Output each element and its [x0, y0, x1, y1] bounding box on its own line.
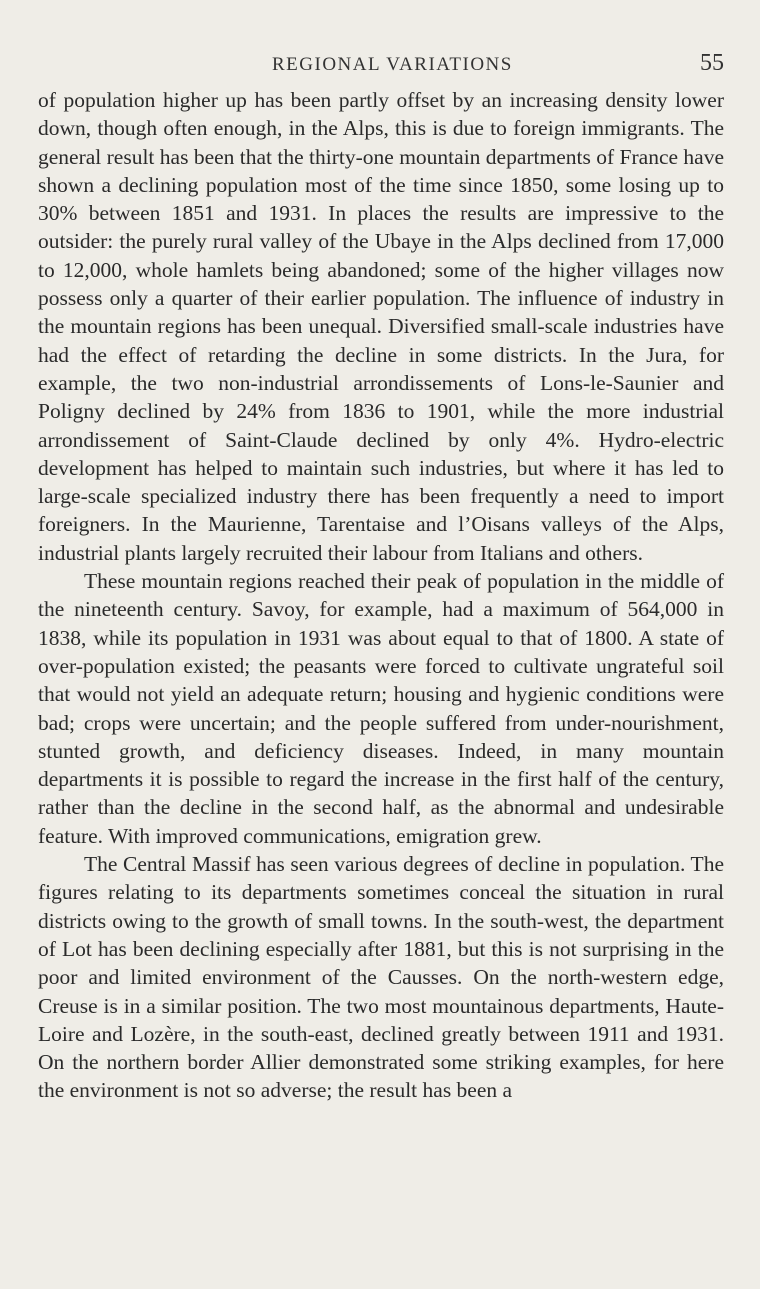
running-head [38, 50, 724, 86]
body-text [38, 86, 724, 1105]
header-title: REGIONAL VARIATIONS [272, 54, 513, 75]
paragraph-2: These mountain regions reached their peak of population in the middle of the nineteenth century. Savoy, for example, had a maximum of 564,000 in 1838, while its population in 1931 was about equal to that of 1800. A state of over-population existed; the peasants were forced to cultivate ungrateful soil that would not yield an adequate return; housing and hygienic conditions were bad; crops were uncertain; and the people suffered from under-nourishment, stunted growth, and deficiency diseases. Indeed, in many mountain departments it is possible to regard the increase in the first half of the century, rather than the decline in the second half, as the abnormal and undesirable feature. With improved communications, emigration grew. [38, 569, 724, 848]
paragraph-3: The Central Massif has seen various degrees of decline in population. The figures relating to its departments sometimes conceal the situation in rural districts owing to the growth of small towns. In the south-west, the department of Lot has been declining especially after 1881, but this is not surprising in the poor and limited environment of the Causses. On the north-western edge, Creuse is in a similar position. The two most mountainous departments, Haute-Loire and Lozère, in the south-east, declined greatly between 1911 and 1931. On the northern border Allier demonstrated some striking examples, for here the environment is not so adverse; the result has been a [38, 852, 724, 1103]
paragraph-1: of population higher up has been partly offset by an increasing density lower down, though often enough, in the Alps, this is due to foreign immigrants. The general result has been that the thirty-one mountain departments of France have shown a declining population most of the time since 1850, some losing up to 30% between 1851 and 1931. In places the results are impressive to the outsider: the purely rural valley of the Ubaye in the Alps declined from 17,000 to 12,000, whole hamlets being abandoned; some of the higher villages now possess only a quarter of their earlier population. The influence of industry in the mountain regions has been unequal. Diversified small-scale industries have had the effect of retarding the decline in some districts. In the Jura, for example, the two non-industrial arrondissements of Lons-le-Saunier and Poligny declined by 24% from 1836 to 1901, while the more industrial arrondissement of Saint-Claude declined by only 4%. Hydro-electric development has helped to maintain such industries, but where it has led to large-scale specialized industry there has been frequently a need to import foreigners. In the Maurienne, Tarentaise and l’Oisans valleys of the Alps, industrial plants largely recruited their labour from Italians and others. [38, 88, 724, 565]
page-number: 55 [700, 50, 724, 76]
